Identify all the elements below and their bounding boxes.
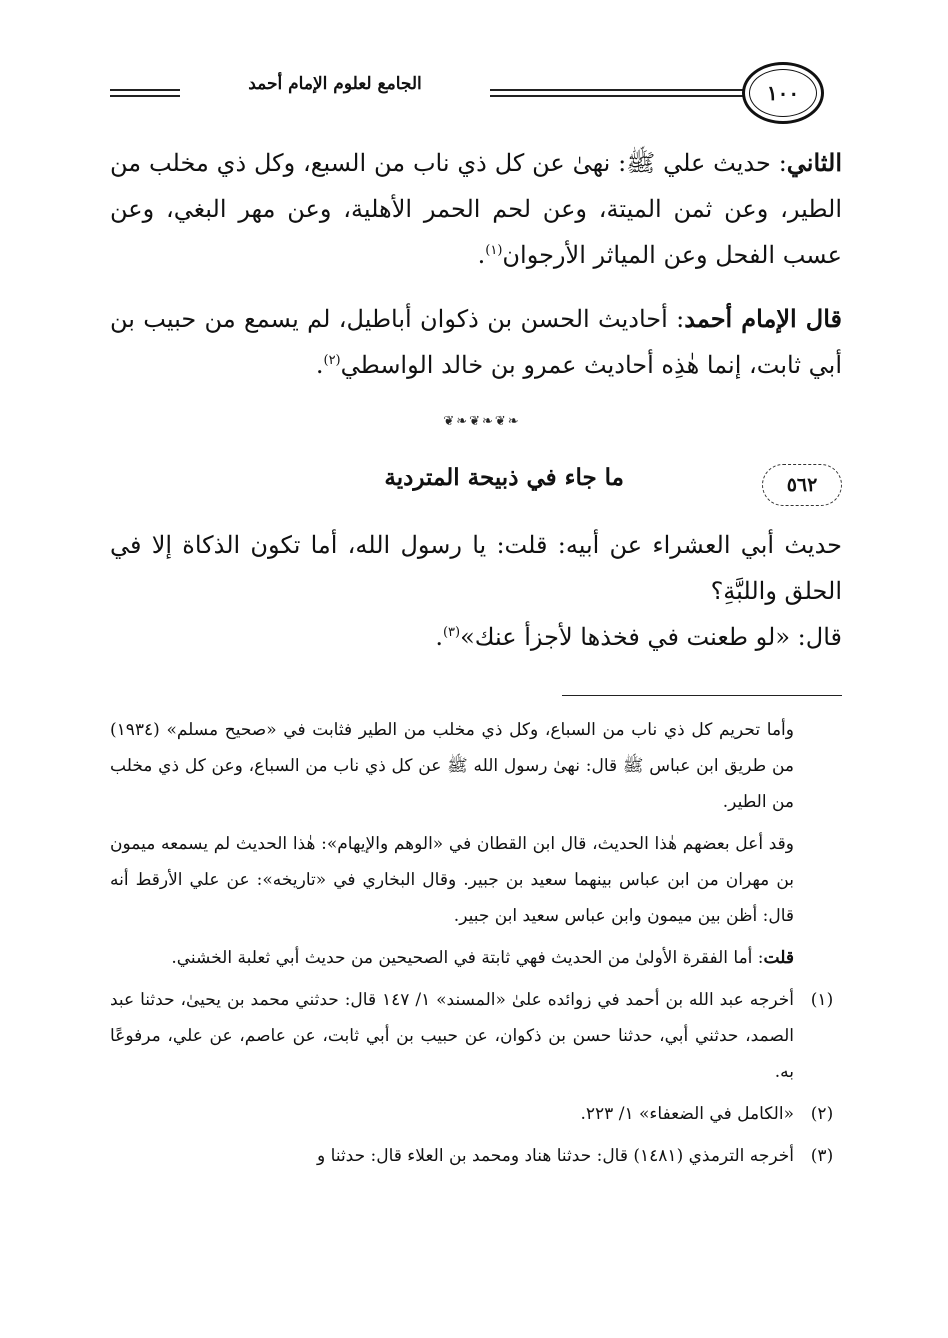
running-title: الجامع لعلوم الإمام أحمد: [248, 74, 422, 94]
paragraph-hadith-abi-ushara: حديث أبي العشراء عن أبيه: قلت: يا رسول الله، أما تكون الذكاة إلا في الحلق واللبَّةِ؟ قال: «لو طعنت في فخذها لأجزأ عنك»$^{(٣)}$.: [110, 522, 842, 660]
footnote-continuation: [110, 940, 842, 976]
paragraph-text: قال: «لو طعنت في فخذها لأجزأ عنك»: [460, 623, 842, 651]
header-rule: [110, 95, 180, 97]
footnote-text: «الكامل في الضعفاء» ١/ ٢٢٣.: [580, 1104, 794, 1124]
footnote-label: قلت: [763, 948, 794, 968]
footnote-text: أخرجه عبد الله بن أحمد في زوائده علىٰ «المسند» ١/ ١٤٧ قال: حدثني محمد بن يحيىٰ، حدثنا عبد الصمد، حدثني أبي، حدثنا حسن بن ذكوان، عن حبيب بن أبي ثابت، عن عاصم، عن علي، مرفوعًا به.: [110, 990, 794, 1082]
section-heading: [110, 460, 842, 510]
section-number-badge: ٥٦٢: [762, 464, 842, 506]
footnote-separator: [562, 695, 842, 696]
footnote-continuation: وقد أعل بعضهم هٰذا الحديث، قال ابن القطان في «الوهم والإيهام»: هٰذا الحديث لم يسمعه ميمون بن مهران من ابن عباس بينهما سعيد بن جبير. وقال البخاري في «تاريخه»: عن علي الأرقط أنه قال: أظن بين ميمون وابن عباس سعيد ابن جبير.: [110, 834, 794, 926]
footnotes: [110, 712, 842, 1180]
paragraph-label: الثاني: [786, 148, 842, 177]
footnote-text: : أما الفقرة الأولىٰ من الحديث فهي ثابتة في الصحيحين من حديث أبي ثعلبة الخشني.: [171, 948, 764, 968]
footnote-number: (١): [810, 990, 834, 1010]
page-number: ١٠٠: [742, 62, 824, 124]
footnote-ref: (٣): [442, 625, 461, 640]
footnote-continuation: وأما تحريم كل ذي ناب من السباع، وكل ذي مخلب من الطير فثابت في «صحيح مسلم» (١٩٣٤) من طريق ابن عباس ﷺ قال: نهىٰ رسول الله ﷺ عن كل ذي ناب من السباع، وعن كل ذي مخلب من الطير.: [110, 720, 794, 812]
section-title: ما جاء في ذبيحة المتردية: [384, 464, 624, 491]
footnote-ref: (٢): [323, 353, 341, 368]
paragraph-second-hadith: الثاني: حديث علي ﷺ: نهىٰ عن كل ذي ناب من السبع، وكل ذي مخلب من الطير، وعن ثمن الميتة، وعن لحم الحمر الأهلية، وعن مهر البغي، وعن عسب الفحل وعن المياثر الأرجوان$^{(١)}$.: [110, 148, 842, 269]
header-rule: [110, 89, 180, 91]
footnote-1: [110, 982, 842, 1090]
footnote-3: [110, 1138, 842, 1174]
paragraph-text: : حديث علي ﷺ: نهىٰ عن كل ذي ناب من السبع، وكل ذي مخلب من الطير، وعن ثمن الميتة، وعن لحم الحمر الأهلية، وعن مهر البغي، وعن عسب الفحل وعن المياثر الأرجوان: [110, 149, 842, 269]
footnote-ref: (١): [485, 243, 503, 258]
page-header: [110, 58, 840, 128]
paragraph-imam-ahmad: قال الإمام أحمد: أحاديث الحسن بن ذكوان أباطيل، لم يسمع من حبيب بن أبي ثابت، إنما هٰذِه أحاديث عمرو بن خالد الواسطي$^{(٢)}$.: [110, 304, 842, 379]
paragraph-label: قال الإمام أحمد: [684, 304, 842, 333]
paragraph-text: : أحاديث الحسن بن ذكوان أباطيل، لم يسمع من حبيب بن أبي ثابت، إنما هٰذِه أحاديث عمرو بن خالد الواسطي: [110, 305, 842, 379]
footnote-number: (٢): [810, 1104, 834, 1124]
footnote-2: [110, 1096, 842, 1132]
footnote-number: (٣): [810, 1146, 834, 1166]
paragraph-text: حديث أبي العشراء عن أبيه: قلت: يا رسول الله، أما تكون الذكاة إلا في الحلق واللبَّةِ؟: [110, 531, 842, 605]
section-divider-ornament: ❦❧❦❧❦❧: [443, 414, 521, 429]
footnote-text: أخرجه الترمذي (١٤٨١) قال: حدثنا هناد ومحمد بن العلاء قال: حدثنا و: [317, 1146, 794, 1166]
